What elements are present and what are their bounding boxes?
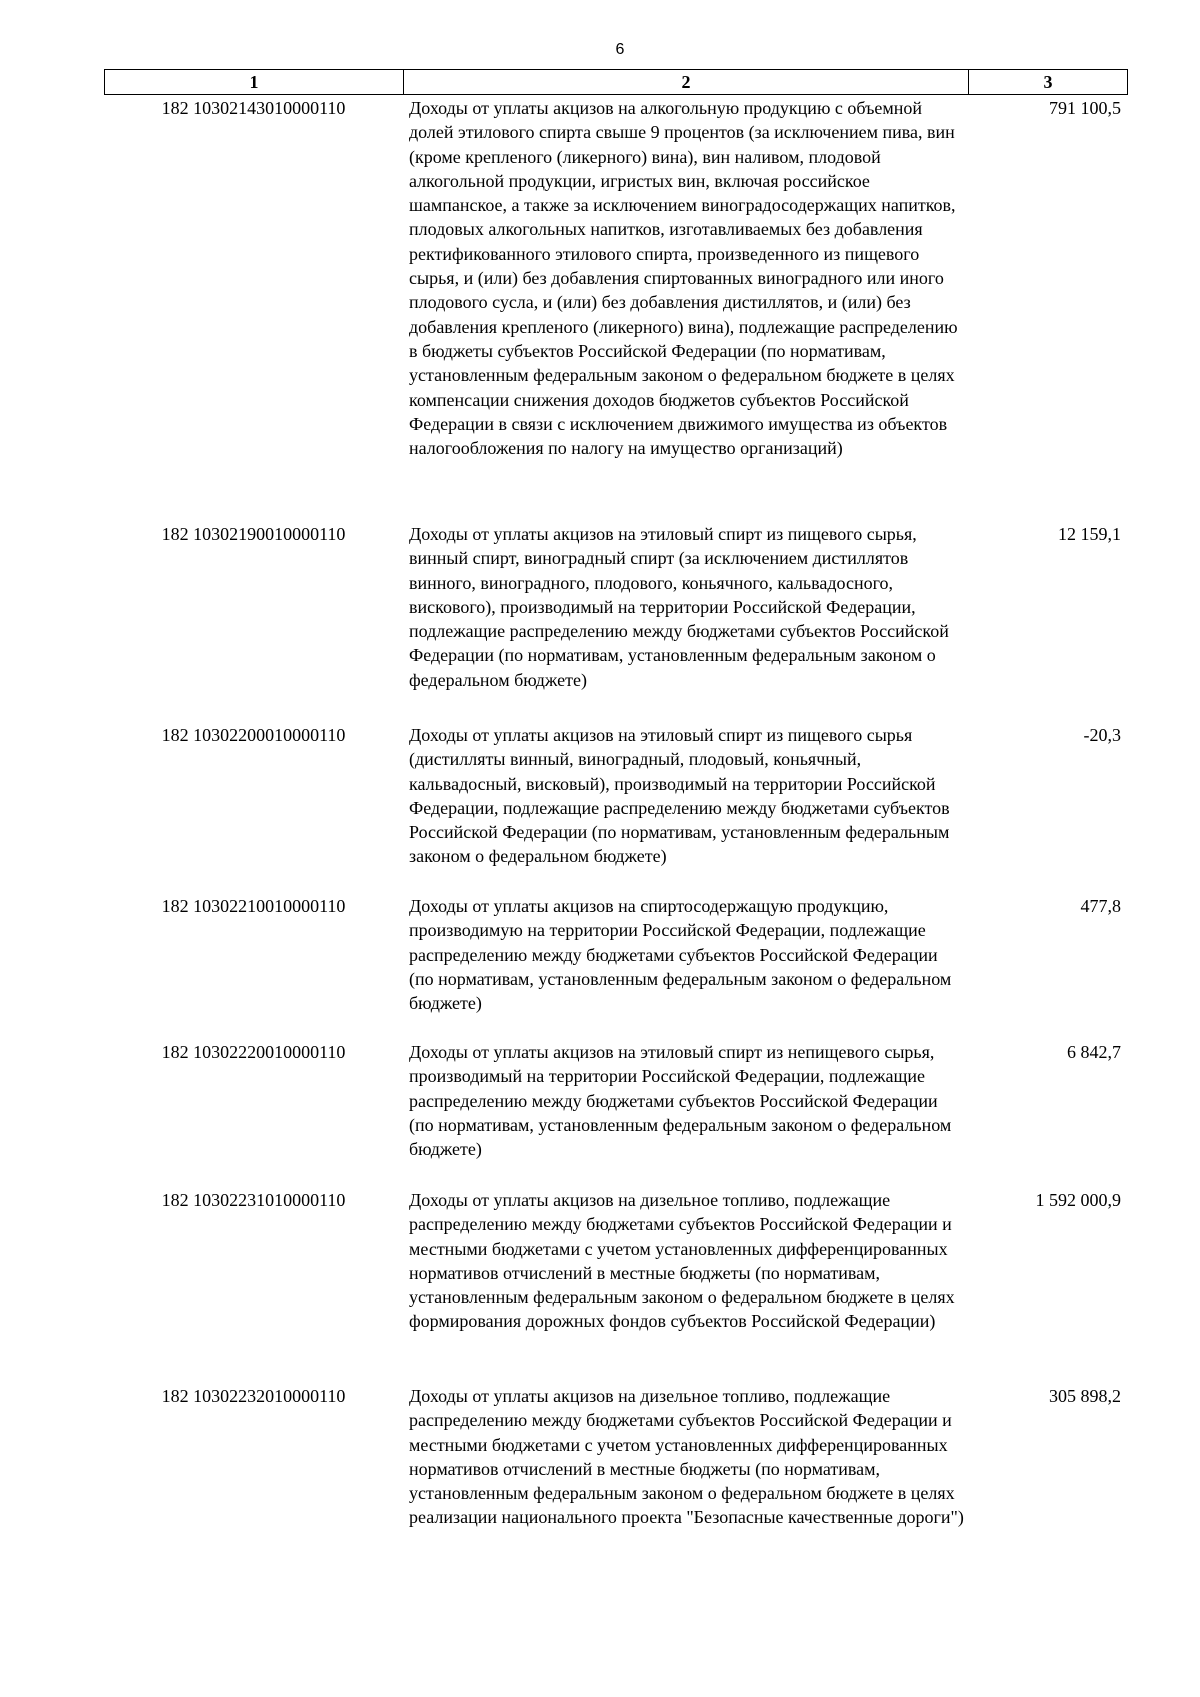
page-number: 6 [615, 41, 625, 58]
income-description: Доходы от уплаты акцизов на дизельное топливо, подлежащие распределению между бюджетами субъектов Российской Федерации и местными бюджетами с учетом установленных дифференцированных нормативов отчислений в местные бюджеты (по нормативам, установленным федеральным законом о федеральном бюджете в целях формирования дорожных фондов субъектов Российской Федерации) [409, 1190, 955, 1332]
budget-code: 182 10302231010000110 [161, 1190, 346, 1210]
table-row [104, 894, 1128, 1040]
table-row [104, 723, 1128, 894]
table-row [104, 1188, 1128, 1384]
budget-code: 182 10302210010000110 [161, 896, 346, 916]
income-description: Доходы от уплаты акцизов на спиртосодержащую продукцию, производимую на территории Российской Федерации, подлежащие распределению между бюджетами субъектов Российской Федерации (по нормативам, установленным федеральным законом о федеральном бюджете) [409, 896, 952, 1014]
table-row [104, 1040, 1128, 1188]
budget-code: 182 10302220010000110 [161, 1042, 346, 1062]
column-header-3: 3 [1043, 71, 1053, 92]
income-description: Доходы от уплаты акцизов на этиловый спирт из пищевого сырья, винный спирт, виноградный спирт (за исключением дистиллятов винного, виноградного, плодового, коньячного, кальвадосного, вискового), производимый на территории Российской Федерации, подлежащие распределению между бюджетами субъектов Российской Федерации (по нормативам, установленным федеральным законом о федеральном бюджете) [409, 524, 949, 690]
amount-value: 6 842,7 [1067, 1042, 1121, 1062]
budget-code: 182 10302232010000110 [161, 1386, 346, 1406]
table-row [104, 522, 1128, 723]
column-header-2: 2 [404, 70, 969, 94]
amount-value: 1 592 000,9 [1035, 1190, 1121, 1210]
budget-code: 182 10302143010000110 [161, 98, 346, 118]
income-description: Доходы от уплаты акцизов на алкогольную продукцию с объемной долей этилового спирта свыше 9 процентов (за исключением пива, вин (кроме крепленого (ликерного) вина), вин наливом, плодовой алкогольной продукции, игристых вин, включая российское шампанское, а также за исключением виноградосодержащих напитков, плодовых алкогольных напитков, изготавливаемых без добавления ректификованного этилового спирта, произведенного из пищевого сырья, и (или) без добавления спиртованных виноградного или иного плодового сусла, и (или) без добавления дистиллятов, и (или) без добавления крепленого (ликерного) вина), подлежащие распределению в бюджеты субъектов Российской Федерации (по нормативам, установленным федеральным законом о федеральном бюджете в целях компенсации снижения доходов бюджетов субъектов Российской Федерации в связи с исключением движимого имущества из объектов налогообложения по налогу на имущество организаций) [409, 98, 958, 459]
table-header [104, 69, 1128, 95]
budget-code: 182 10302190010000110 [161, 524, 346, 544]
column-header-1: 1 [105, 70, 404, 94]
table-row [104, 1384, 1128, 1584]
amount-value: 12 159,1 [1058, 524, 1121, 544]
amount-value: -20,3 [1083, 725, 1121, 745]
income-description: Доходы от уплаты акцизов на этиловый спирт из пищевого сырья (дистилляты винный, виноградный, плодовый, коньячный, кальвадосный, висковый), производимый на территории Российской Федерации, подлежащие распределению между бюджетами субъектов Российской Федерации (по нормативам, установленным федеральным законом о федеральном бюджете) [409, 725, 950, 867]
income-description: Доходы от уплаты акцизов на этиловый спирт из непищевого сырья, производимый на территории Российской Федерации, подлежащие распределению между бюджетами субъектов Российской Федерации (по нормативам, установленным федеральным законом о федеральном бюджете) [409, 1042, 952, 1160]
amount-value: 477,8 [1080, 896, 1121, 916]
amount-value: 305 898,2 [1049, 1386, 1121, 1406]
budget-code: 182 10302200010000110 [161, 725, 346, 745]
table-row [104, 96, 1128, 522]
amount-value: 791 100,5 [1049, 98, 1121, 118]
income-description: Доходы от уплаты акцизов на дизельное топливо, подлежащие распределению между бюджетами субъектов Российской Федерации и местными бюджетами с учетом установленных дифференцированных нормативов отчислений в местные бюджеты (по нормативам, установленным федеральным законом о федеральном бюджете в целях реализации национального проекта "Безопасные качественные дороги") [409, 1386, 964, 1528]
table-body [104, 96, 1128, 1584]
